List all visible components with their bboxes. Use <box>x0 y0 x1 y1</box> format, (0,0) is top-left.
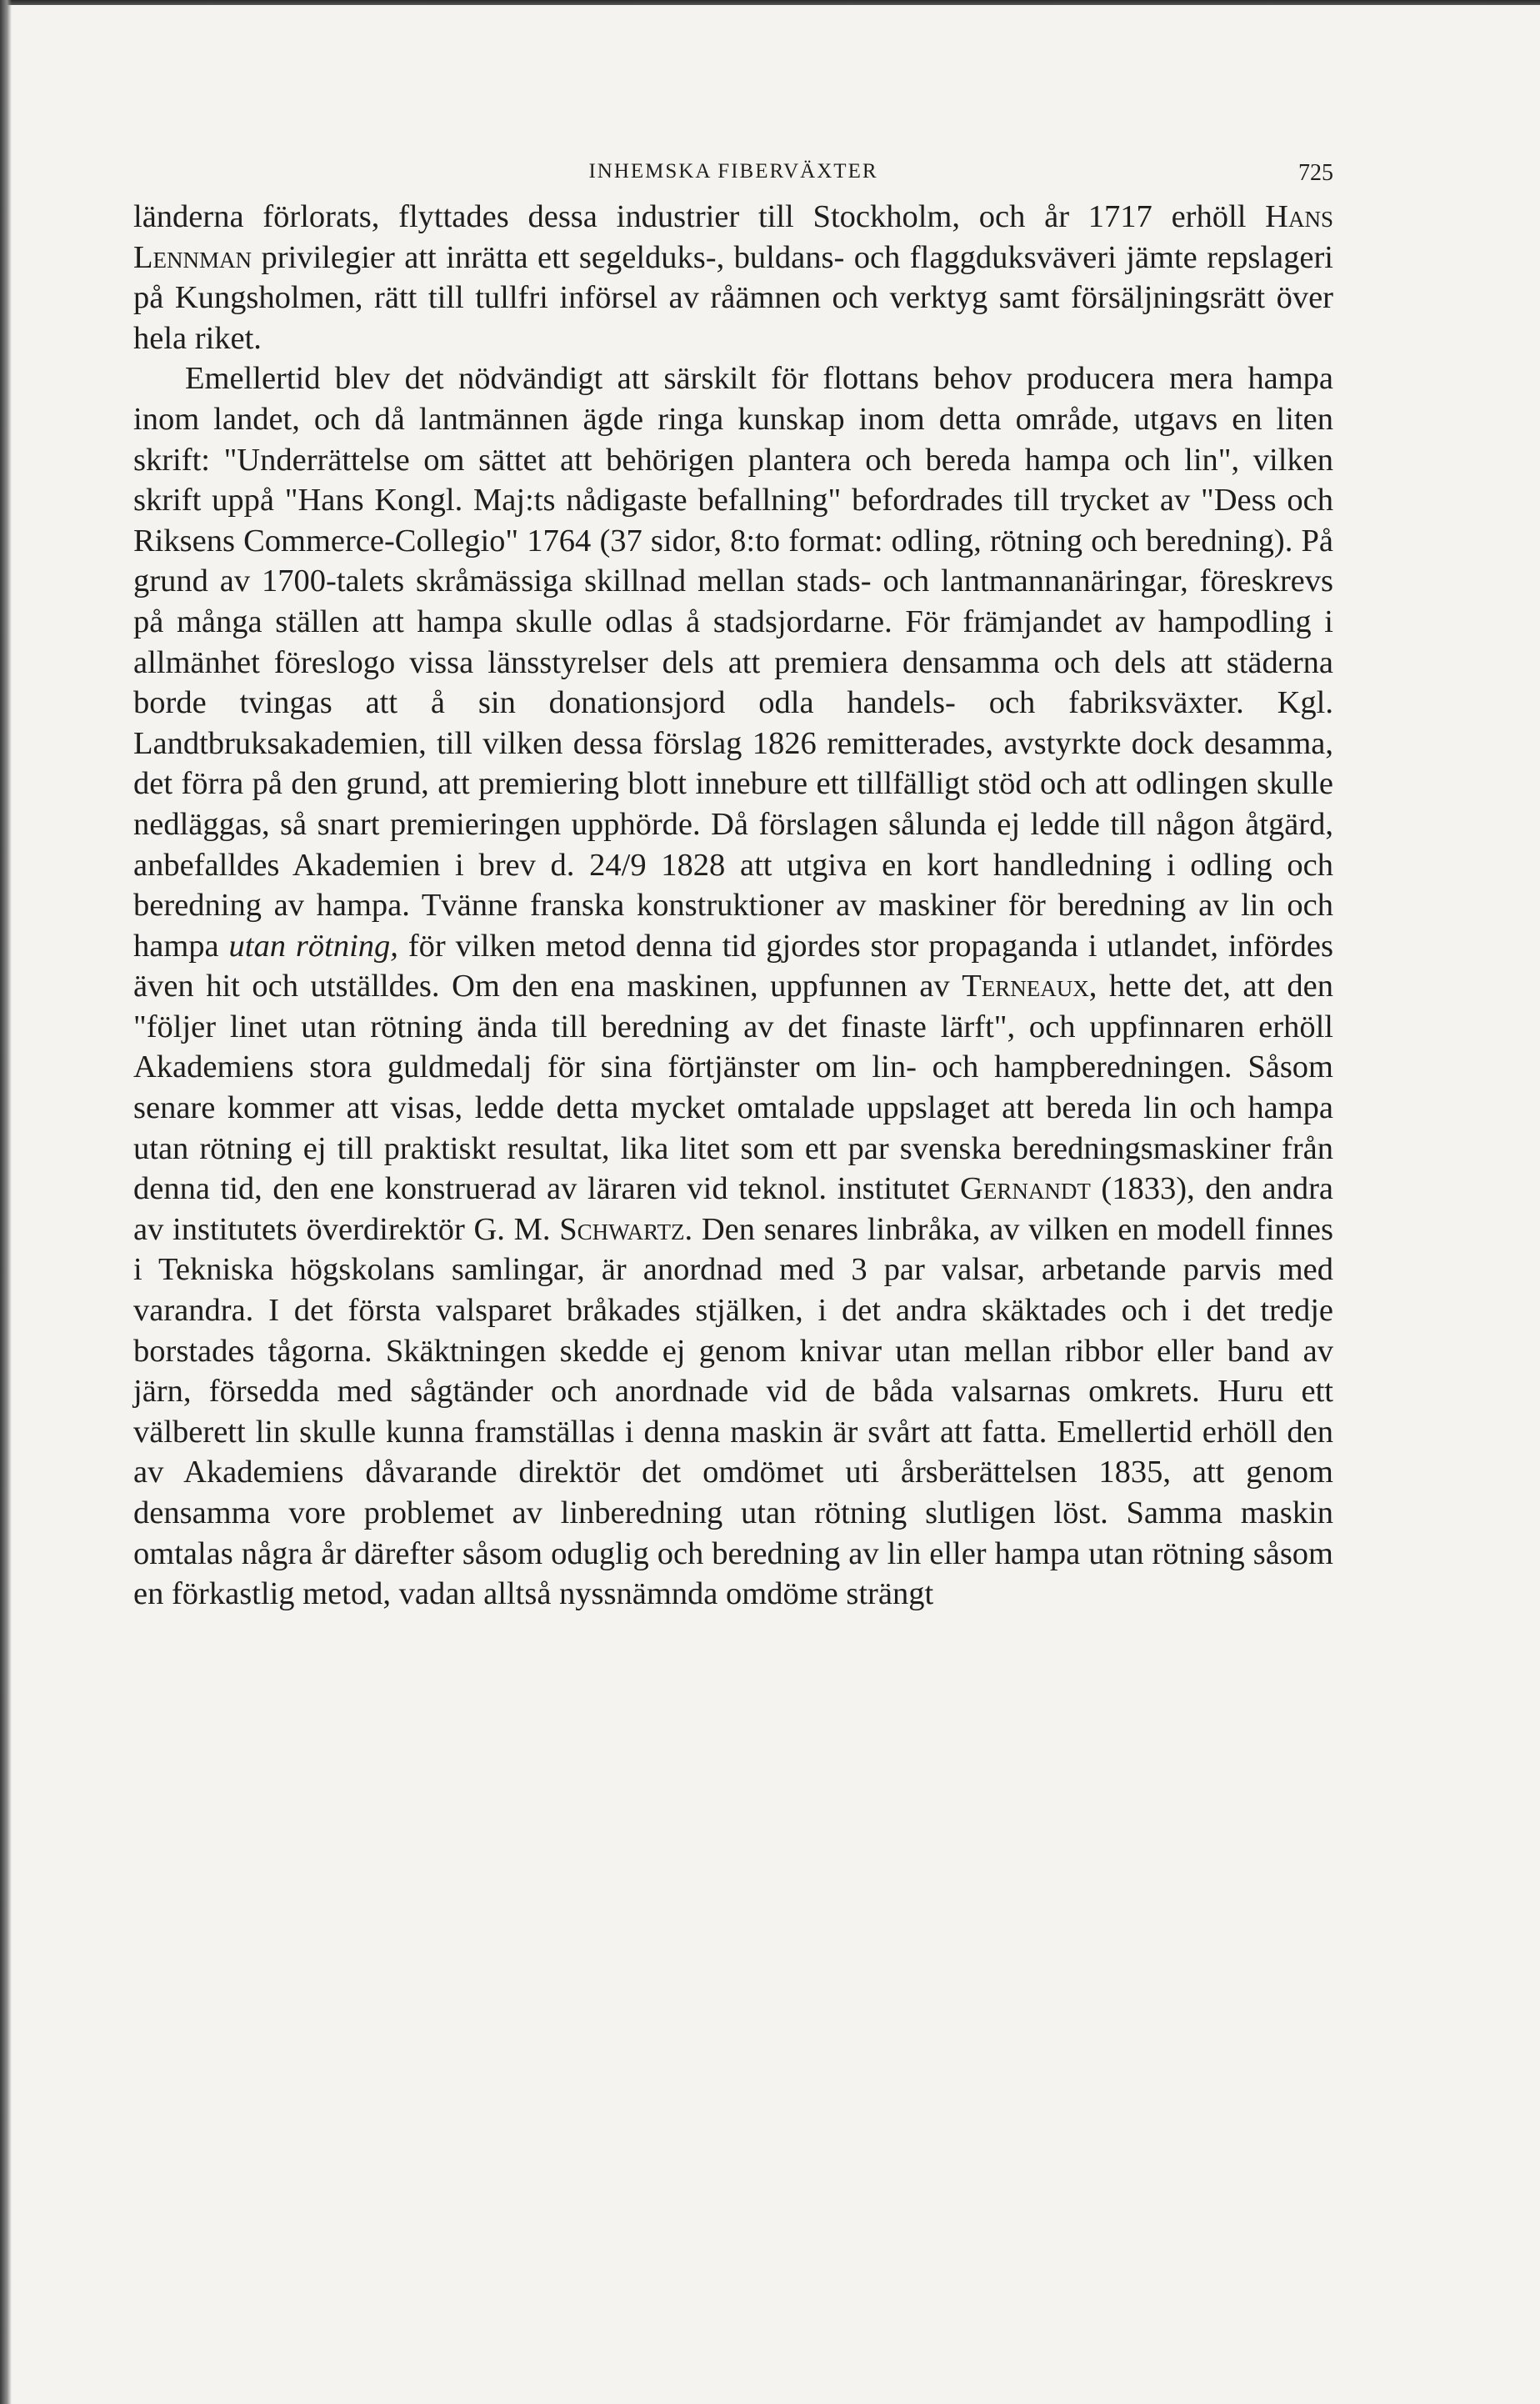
running-title: INHEMSKA FIBERVÄXTER <box>588 160 878 183</box>
text-run: för vilken metod denna tid gjordes stor propaganda i utlandet, infördes även hit och utställdes. Om den ena maskinen, uppfunnen av <box>133 928 1334 1004</box>
page-number: 725 <box>1298 160 1333 186</box>
scan-top-border <box>0 0 1540 5</box>
person-name-schwartz: Schwartz <box>559 1211 685 1247</box>
emphasis-utan-rotning: utan rötning, <box>228 928 398 964</box>
text-run: (1833), den andra av institutets överdirektör G. M. <box>133 1171 1334 1247</box>
scan-left-edge <box>0 0 12 2404</box>
text-run: Emellertid blev det nödvändigt att särskilt för flottans behov producera mera hampa inom landet, och då lantmännen ägde ringa kunskap inom detta område, utgavs en liten skrift: "Underrättelse om sättet att behörigen plantera och bereda hampa och lin", vilken skrift uppå "Hans Kongl. Maj:ts nådigaste befallning" befordrades till trycket av "Dess och Riksens Commerce-Collegio" 1764 (37 sidor, 8:to format: odling, rötning och beredning). På grund av 1700-talets skråmässiga skillnad mellan stads- och lantmannanäringar, föreskrevs på många ställen att hampa skulle odlas å stadsjordarne. För främjandet av hampodling i allmänhet föreslogo vissa länsstyrelser dels att premiera densamma och dels att städerna borde tvingas att å sin donationsjord odla handels- och fabriksväxter. Kgl. Landtbruksakademien, till vilken dessa förslag 1826 remitterades, avstyrkte dock desamma, det förra på den grund, att premiering blott innebure ett tillfälligt stöd och att odlingen skulle nedläggas, så snart premieringen upphörde. Då förslagen sålunda ej ledde till någon åtgärd, anbefalldes Akademien i brev d. 24/9 1828 att utgiva en kort handledning i odling och beredning av hampa. Tvänne franska konstruktioner av maskiner för beredning av lin och hampa <box>133 361 1333 964</box>
person-name-lennman: Hans Lennman <box>133 199 1333 275</box>
text-run: länderna förlorats, flyttades dessa industrier till Stockholm, och år 1717 erhöll <box>133 199 1266 234</box>
text-run: . Den senares linbråka, av vilken en modell finnes i Tekniska högskolans samlingar, är anordnad med 3 par valsar, arbetande parvis med varandra. I det första valsparet bråkades stjälken, i det andra skäktades och i det tredje borstades tågorna. Skäktningen skedde ej genom knivar utan mellan ribbor eller band av järn, försedda med sågtänder och anordnade vid de båda valsarnas omkrets. Huru ett välberett lin skulle kunna framställas i denna maskin är svårt att fatta. Emellertid erhöll den av Akademiens dåvarande direktör det omdömet uti årsberättelsen 1835, att genom densamma vore problemet av linberedning utan rötning slutligen löst. Samma maskin omtalas några år därefter såsom oduglig och beredning av lin eller hampa utan rötning såsom en förkastlig metod, vadan alltså nyssnämnda omdöme strängt <box>133 1211 1333 1612</box>
paragraph-2 <box>133 358 1333 1614</box>
text-run: , hette det, att den "följer linet utan rötning ända till beredning av det finaste lärft", och uppfinnaren erhöll Akademiens stora guldmedalj för sina förtjänster om lin- och hampberedningen. Såsom senare kommer att visas, ledde detta mycket omtalade uppslaget att bereda lin och hampa utan rötning ej till praktiskt resultat, lika litet som ett par svenska beredningsmaskiner från denna tid, den ene konstruerad av läraren vid teknol. institutet <box>133 969 1333 1207</box>
body-text <box>133 197 1333 1615</box>
paragraph-1 <box>133 197 1333 358</box>
person-name-terneaux: Terneaux <box>962 969 1089 1004</box>
page-header <box>133 157 1333 190</box>
text-run: privilegier att inrätta ett segelduks-, buldans- och flaggduksväveri jämte repslageri på Kungsholmen, rätt till tullfri införsel av råämnen och verktyg samt försäljningsrätt över hela riket. <box>133 239 1333 356</box>
person-name-gernandt: Gernandt <box>960 1171 1091 1207</box>
